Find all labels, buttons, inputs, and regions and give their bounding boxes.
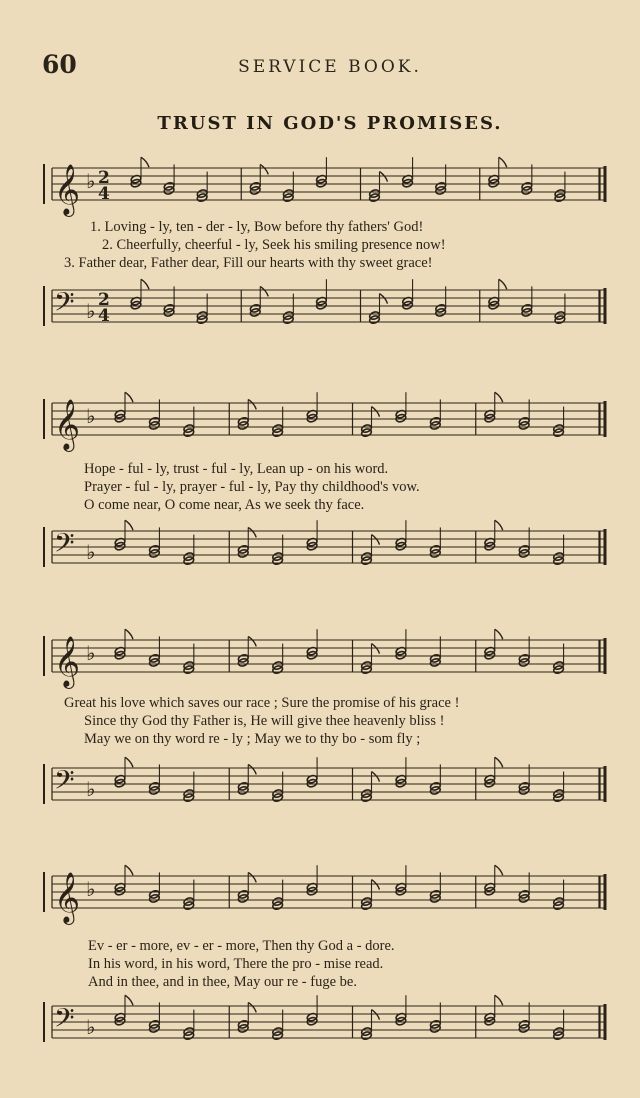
lyrics-block xyxy=(40,237,640,254)
bass-staff xyxy=(40,284,610,340)
lyric-line-2: 2. Cheerfully, cheerful - ly, Seek his smiling presence now! xyxy=(102,237,446,253)
note-flag xyxy=(372,772,380,782)
treble-clef-icon: 𝄞 xyxy=(54,164,81,215)
running-head: SERVICE BOOK. xyxy=(238,57,422,77)
bass-staff xyxy=(40,762,610,818)
flat-icon: ♭ xyxy=(86,777,96,801)
lyrics-block xyxy=(40,255,634,272)
lyric-line-2: Prayer - ful - ly, prayer - ful - ly, Pay thy childhood's vow. xyxy=(84,479,420,495)
note-flag xyxy=(125,995,133,1005)
treble-staff xyxy=(40,393,610,457)
note-flag xyxy=(372,535,380,545)
flat-icon: ♭ xyxy=(86,540,96,564)
lyrics-block xyxy=(40,713,640,730)
note-flag xyxy=(495,392,503,402)
lyrics-block xyxy=(40,479,640,496)
treble-staff xyxy=(40,630,610,694)
note-flag xyxy=(499,279,507,289)
note-flag xyxy=(372,880,380,890)
flat-icon: ♭ xyxy=(86,877,96,901)
note-flag xyxy=(495,995,503,1005)
lyric-line-3: May we on thy word re - ly ; May we to thy bo - som fly ; xyxy=(84,731,421,747)
lyric-line-1: 1. Loving - ly, ten - der - ly, Bow before thy fathers' God! xyxy=(90,219,424,235)
flat-icon: ♭ xyxy=(86,169,96,193)
flat-icon: ♭ xyxy=(86,641,96,665)
note-flag xyxy=(125,520,133,530)
note-flag xyxy=(372,644,380,654)
time-signature-top: 2 xyxy=(98,290,110,310)
lyrics-block xyxy=(40,461,640,478)
page-number: 60 xyxy=(42,50,77,79)
flat-icon: ♭ xyxy=(86,1015,96,1039)
note-flag xyxy=(125,757,133,767)
note-flag xyxy=(499,157,507,167)
note-flag xyxy=(125,392,133,402)
note-flag xyxy=(141,157,149,167)
note-flag xyxy=(372,1010,380,1020)
note-flag xyxy=(380,294,388,304)
lyrics-block xyxy=(40,956,640,973)
note-flag xyxy=(380,172,388,182)
bass-staff xyxy=(40,1000,610,1056)
lyrics-block xyxy=(40,938,640,955)
treble-staff xyxy=(40,866,610,930)
bass-staff xyxy=(40,525,610,581)
note-flag xyxy=(141,279,149,289)
flat-icon: ♭ xyxy=(86,299,96,323)
note-flag xyxy=(495,757,503,767)
lyrics-block xyxy=(40,695,634,712)
note-flag xyxy=(248,399,256,409)
note-flag xyxy=(248,636,256,646)
lyric-line-1: Great his love which saves our race ; Sure the promise of his grace ! xyxy=(64,695,460,711)
note-flag xyxy=(248,527,256,537)
note-flag xyxy=(495,520,503,530)
note-flag xyxy=(495,629,503,639)
lyrics-block xyxy=(40,974,640,991)
note-flag xyxy=(372,407,380,417)
lyrics-block xyxy=(40,497,640,514)
bass-clef-icon: 𝄢 xyxy=(54,764,75,802)
lyrics-block xyxy=(40,219,640,236)
note-flag xyxy=(125,865,133,875)
note-flag xyxy=(248,764,256,774)
lyric-line-2: In his word, in his word, There the pro - mise read. xyxy=(88,956,384,972)
lyric-line-2: Since thy God thy Father is, He will give thee heavenly bliss ! xyxy=(84,713,445,729)
bass-clef-icon: 𝄢 xyxy=(54,286,75,324)
note-flag xyxy=(248,872,256,882)
lyric-line-3: And in thee, and in thee, May our re - fuge be. xyxy=(88,974,357,990)
treble-clef-icon: 𝄞 xyxy=(54,399,81,450)
note-flag xyxy=(260,286,268,296)
time-signature-top: 2 xyxy=(98,168,110,188)
flat-icon: ♭ xyxy=(86,404,96,428)
bass-clef-icon: 𝄢 xyxy=(54,1002,75,1040)
lyric-line-3: O come near, O come near, As we seek thy face. xyxy=(84,497,365,513)
time-signature-bottom: 4 xyxy=(98,306,110,326)
note-flag xyxy=(495,865,503,875)
time-signature-bottom: 4 xyxy=(98,184,110,204)
note-flag xyxy=(260,164,268,174)
lyric-line-1: Hope - ful - ly, trust - ful - ly, Lean up - on his word. xyxy=(84,461,389,477)
note-flag xyxy=(248,1002,256,1012)
lyrics-block xyxy=(40,731,640,748)
note-flag xyxy=(125,629,133,639)
treble-clef-icon: 𝄞 xyxy=(54,872,81,923)
treble-clef-icon: 𝄞 xyxy=(54,636,81,687)
treble-staff xyxy=(40,158,610,222)
bass-clef-icon: 𝄢 xyxy=(54,527,75,565)
lyric-line-1: Ev - er - more, ev - er - more, Then thy God a - dore. xyxy=(88,938,395,954)
hymn-title: TRUST IN GOD'S PROMISES. xyxy=(157,113,503,134)
lyric-line-3: 3. Father dear, Father dear, Fill our hearts with thy sweet grace! xyxy=(64,255,433,271)
